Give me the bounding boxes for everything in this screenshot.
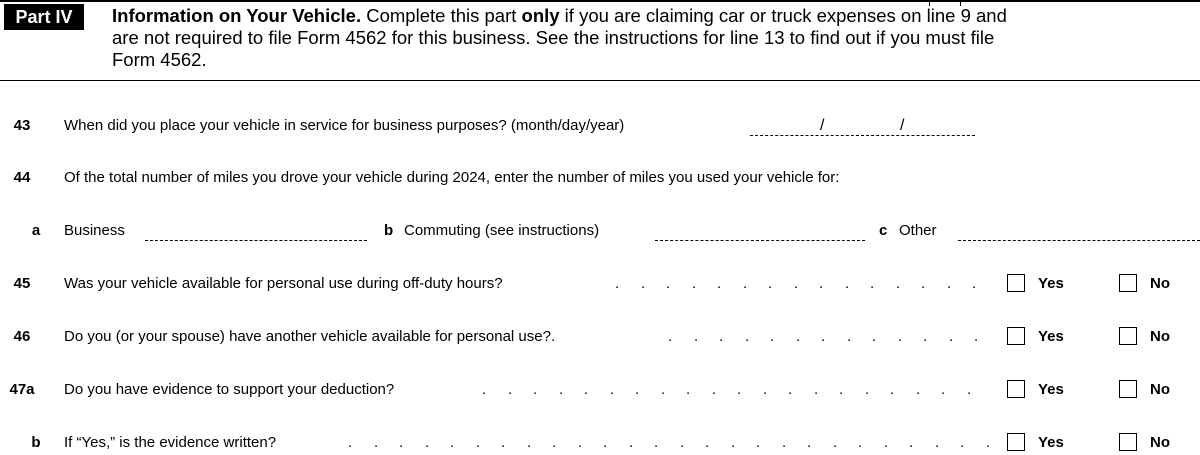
commuting-miles-label: Commuting (see instructions) (404, 222, 600, 239)
dot-leader: . (967, 381, 972, 398)
only-emphasis: only (521, 5, 560, 26)
line-letter-b: b (384, 222, 394, 239)
dot-leader: . (629, 434, 634, 451)
business-miles-field[interactable] (145, 223, 367, 241)
date-placed-in-service-field[interactable] (750, 118, 975, 136)
dot-leader: . (731, 434, 736, 451)
yes-checkbox[interactable] (1007, 274, 1025, 292)
dot-leader: . (935, 434, 940, 451)
date-separator: / (820, 117, 825, 134)
dot-leader: . (898, 328, 903, 345)
dot-leader: . (745, 328, 750, 345)
line-number: 44 (13, 169, 31, 186)
dot-leader: . (909, 434, 914, 451)
dot-leader: . (578, 434, 583, 451)
question-text: Was your vehicle available for personal use during off-duty hours? (64, 275, 503, 292)
dot-leader: . (949, 328, 954, 345)
yes-label: Yes (1038, 434, 1064, 451)
dot-leader: . (603, 434, 608, 451)
dot-leader: . (476, 434, 481, 451)
dot-leader: . (694, 328, 699, 345)
dot-leader: . (559, 381, 564, 398)
no-label: No (1150, 275, 1170, 292)
dot-leader: . (686, 381, 691, 398)
dot-leader: . (788, 381, 793, 398)
dot-leader: . (763, 381, 768, 398)
line-letter-a: a (31, 222, 41, 239)
yes-checkbox[interactable] (1007, 380, 1025, 398)
no-label: No (1150, 328, 1170, 345)
dot-leader: . (737, 381, 742, 398)
dot-leader: . (986, 434, 991, 451)
line-number: 47a (9, 381, 35, 398)
line-number: 43 (13, 117, 31, 134)
dot-leader: . (916, 381, 921, 398)
business-miles-label: Business (64, 222, 125, 239)
part-text-segment: if you are claiming car or truck expenses on line 9 and (559, 5, 1007, 26)
line-43-text: When did you place your vehicle in service for business purposes? (month/day/year) (64, 117, 625, 134)
dot-leader: . (641, 275, 646, 292)
dot-leader: . (870, 275, 875, 292)
no-checkbox[interactable] (1119, 327, 1137, 345)
dot-leader: . (661, 381, 666, 398)
dot-leader: . (974, 328, 979, 345)
dot-leader: . (896, 275, 901, 292)
part-instructions-line-1 (112, 5, 1197, 27)
dot-leader: . (717, 275, 722, 292)
dot-leader: . (833, 434, 838, 451)
dot-leader: . (668, 328, 673, 345)
question-row (0, 325, 1200, 349)
line-44-miles-row (0, 219, 1200, 243)
question-text: Do you have evidence to support your deduction? (64, 381, 395, 398)
dot-leader: . (552, 434, 557, 451)
dot-leader: . (508, 381, 513, 398)
line-44-row (0, 166, 1200, 190)
line-number: 45 (13, 275, 31, 292)
no-checkbox[interactable] (1119, 380, 1137, 398)
part-divider (0, 80, 1200, 81)
dot-leader: . (719, 328, 724, 345)
yes-label: Yes (1038, 328, 1064, 345)
dot-leader: . (890, 381, 895, 398)
dot-leader: . (425, 434, 430, 451)
dot-leader: . (654, 434, 659, 451)
dot-leader: . (947, 275, 952, 292)
dot-leader: . (680, 434, 685, 451)
top-border (0, 0, 1200, 2)
question-row (0, 272, 1200, 296)
dot-leader: . (814, 381, 819, 398)
dot-leader: . (858, 434, 863, 451)
line-43-row (0, 114, 1200, 138)
no-label: No (1150, 434, 1170, 451)
dot-leader: . (921, 275, 926, 292)
dot-leader: . (872, 328, 877, 345)
part-instructions-line-2: are not required to file Form 4562 for this business. See the instructions for line 13 to find out if you must file (112, 27, 995, 48)
dot-leader: . (821, 328, 826, 345)
line-number: 46 (13, 328, 31, 345)
part-label: Part IV (4, 4, 84, 30)
dot-leader: . (635, 381, 640, 398)
yes-label: Yes (1038, 275, 1064, 292)
dot-leader: . (794, 275, 799, 292)
line-letter-c: c (879, 222, 888, 239)
no-checkbox[interactable] (1119, 274, 1137, 292)
dot-leader: . (941, 381, 946, 398)
dot-leader: . (770, 328, 775, 345)
line-44-text: Of the total number of miles you drove your vehicle during 2024, enter the number of miles you used your vehicle for: (64, 169, 840, 186)
dot-leader: . (923, 328, 928, 345)
dot-leader: . (839, 381, 844, 398)
question-row (0, 431, 1200, 455)
question-text: Do you (or your spouse) have another vehicle available for personal use?. (64, 328, 556, 345)
dot-leader: . (819, 275, 824, 292)
no-checkbox[interactable] (1119, 433, 1137, 451)
date-separator: / (900, 117, 905, 134)
dot-leader: . (692, 275, 697, 292)
dot-leader: . (527, 434, 532, 451)
dot-leader: . (450, 434, 455, 451)
dot-leader: . (712, 381, 717, 398)
yes-checkbox[interactable] (1007, 327, 1025, 345)
dot-leader: . (782, 434, 787, 451)
dot-leader: . (865, 381, 870, 398)
question-row (0, 378, 1200, 402)
dot-leader: . (960, 434, 965, 451)
part-instructions (112, 5, 1197, 71)
dot-leader: . (768, 275, 773, 292)
part-title: Information on Your Vehicle. (112, 5, 362, 26)
commuting-miles-field[interactable] (655, 223, 865, 241)
dot-leader: . (348, 434, 353, 451)
dot-leader: . (705, 434, 710, 451)
part-text-segment: Complete this part (361, 5, 522, 26)
dot-leader: . (584, 381, 589, 398)
dot-leader: . (501, 434, 506, 451)
dot-leader: . (847, 328, 852, 345)
dot-leader: . (884, 434, 889, 451)
dot-leader: . (796, 328, 801, 345)
dot-leader: . (743, 275, 748, 292)
dot-leader: . (482, 381, 487, 398)
dot-leader: . (374, 434, 379, 451)
yes-label: Yes (1038, 381, 1064, 398)
dot-leader: . (845, 275, 850, 292)
part-instructions-line-3: Form 4562. (112, 49, 207, 70)
dot-leader: . (399, 434, 404, 451)
question-text: If “Yes,” is the evidence written? (64, 434, 277, 451)
other-miles-label: Other (899, 222, 937, 239)
yes-checkbox[interactable] (1007, 433, 1025, 451)
dot-leader: . (807, 434, 812, 451)
line-number: b (31, 434, 41, 451)
dot-leader: . (666, 275, 671, 292)
dot-leader: . (756, 434, 761, 451)
dot-leader: . (615, 275, 620, 292)
dot-leader: . (610, 381, 615, 398)
dot-leader: . (972, 275, 977, 292)
other-miles-field[interactable] (958, 223, 1200, 241)
no-label: No (1150, 381, 1170, 398)
dot-leader: . (533, 381, 538, 398)
